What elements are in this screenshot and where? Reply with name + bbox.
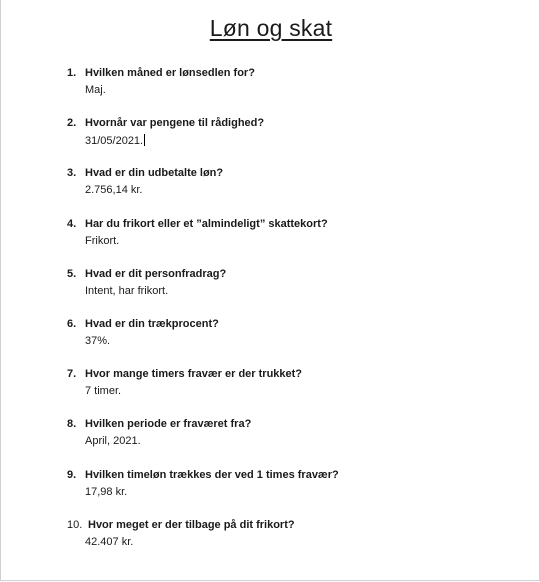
item-number: 9.	[67, 468, 77, 481]
list-item	[67, 368, 507, 418]
item-number: 5.	[67, 267, 77, 280]
answer-text[interactable]: Intent, har frikort.	[85, 284, 169, 297]
list-item	[67, 519, 507, 569]
question-text: Har du frikort eller et ”almindeligt” skattekort?	[85, 217, 328, 230]
item-number: 1.	[67, 67, 77, 79]
item-number: 6.	[67, 317, 77, 330]
answer-text[interactable]: 42.407 kr.	[85, 535, 134, 548]
question-text: Hvilken timeløn trækkes der ved 1 times fravær?	[85, 468, 339, 481]
question-text: Hvor mange timers fravær er der trukket?	[85, 368, 303, 381]
item-number: 3.	[67, 167, 77, 180]
answer-text[interactable]: Frikort.	[85, 234, 120, 247]
answer-text[interactable]: 31/05/2021.	[85, 135, 144, 148]
answer-text[interactable]: 2.756,14 kr.	[85, 184, 143, 197]
question-text: Hvilken periode er fraværet fra?	[85, 418, 252, 431]
question-text: Hvad er din trækprocent?	[85, 317, 219, 330]
question-list	[67, 67, 507, 569]
item-number: 2.	[67, 117, 77, 130]
answer-line-with-cursor[interactable]	[85, 134, 145, 148]
list-item	[67, 167, 507, 217]
answer-text[interactable]: Maj.	[85, 84, 106, 96]
question-text: Hvornår var pengene til rådighed?	[85, 117, 265, 130]
text-cursor	[144, 134, 145, 146]
item-number: 10.	[67, 518, 83, 531]
answer-text[interactable]: 37%.	[85, 334, 111, 347]
answer-text[interactable]: 7 timer.	[85, 385, 122, 398]
list-item	[67, 67, 507, 117]
question-text: Hvad er din udbetalte løn?	[85, 167, 224, 180]
item-number: 4.	[67, 217, 77, 230]
question-text: Hvor meget er der tilbage på dit frikort?	[88, 518, 295, 531]
list-item	[67, 218, 507, 268]
list-item	[67, 418, 507, 468]
list-item	[67, 268, 507, 318]
question-text: Hvilken måned er lønsedlen for?	[85, 67, 255, 79]
question-text: Hvad er dit personfradrag?	[85, 267, 227, 280]
answer-text[interactable]: April, 2021.	[85, 435, 141, 448]
list-item	[67, 318, 507, 368]
list-item	[67, 117, 507, 167]
document-title: Løn og skat	[209, 15, 333, 41]
list-item	[67, 469, 507, 519]
item-number: 8.	[67, 418, 77, 431]
answer-text[interactable]: 17,98 kr.	[85, 485, 128, 498]
item-number: 7.	[67, 368, 77, 381]
